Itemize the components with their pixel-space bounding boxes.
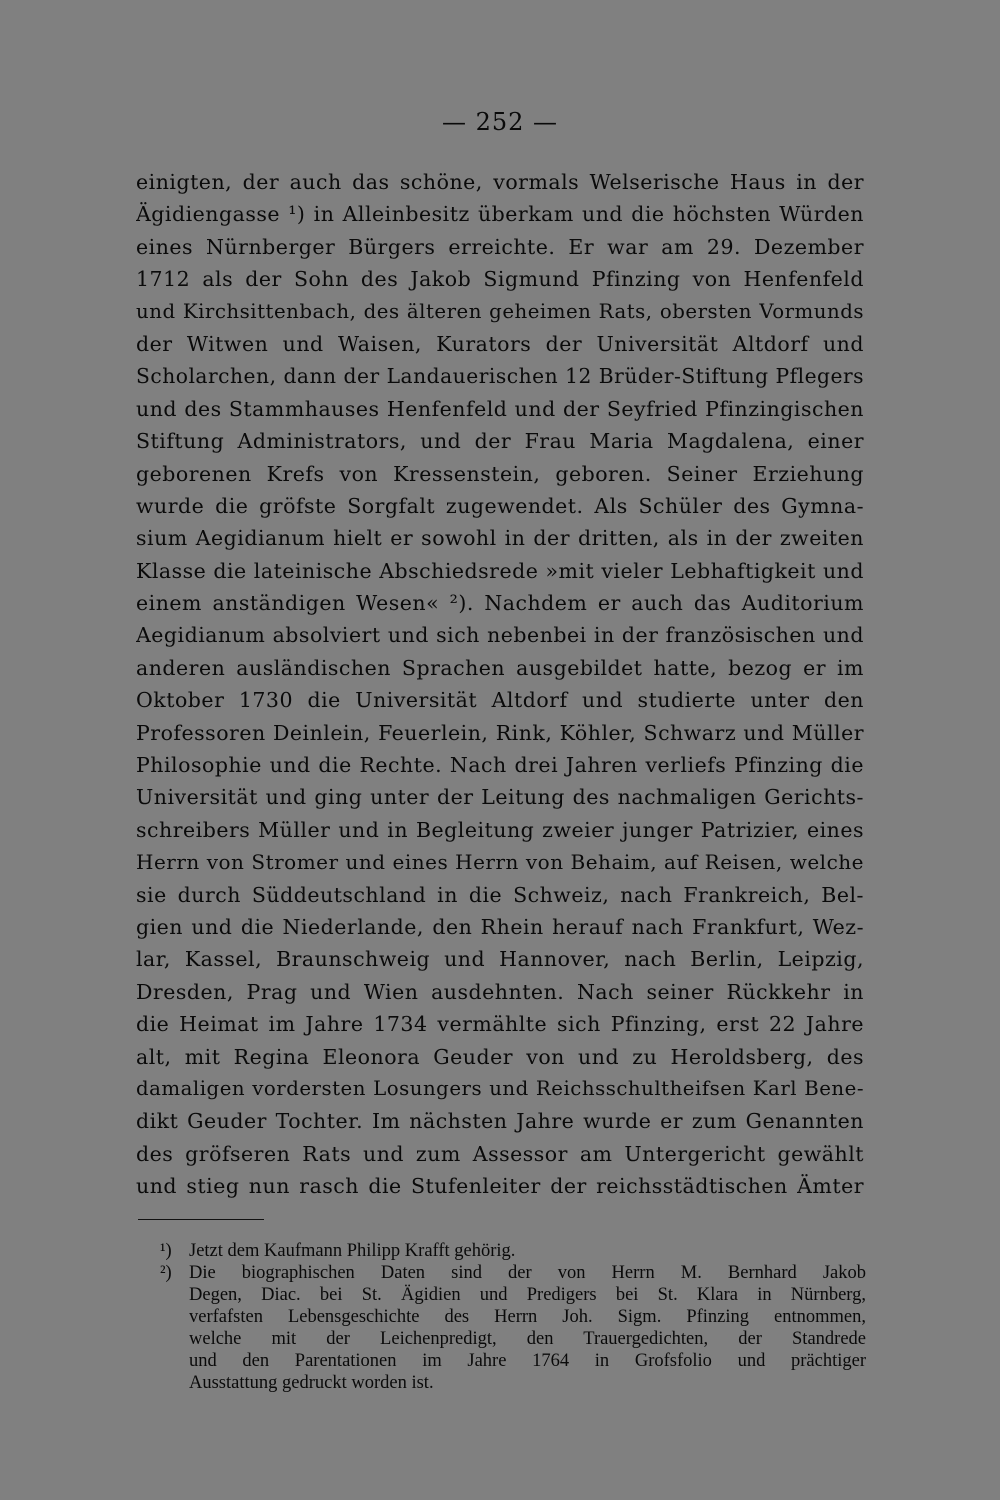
body-line: Oktober 1730 die Universität Altdorf und studierte unter den: [136, 688, 864, 713]
body-line: anderen ausländischen Sprachen ausgebildet hatte, bezog er im: [136, 655, 864, 680]
body-line: die Heimat im Jahre 1734 vermählte sich Pfinzing, erst 22 Jahre: [136, 1012, 864, 1037]
footnote-2-line: Degen, Diac. bei St. Ägidien und Predigers bei St. Klara in Nürnberg,: [189, 1285, 866, 1305]
body-line: lar, Kassel, Braunschweig und Hannover, nach Berlin, Leipzig,: [136, 947, 864, 972]
body-line: sium Aegidianum hielt er sowohl in der dritten, als in der zweiten: [136, 526, 864, 551]
body-line: Klasse die lateinische Abschiedsrede »mit vieler Lebhaftigkeit und: [136, 558, 864, 583]
body-line: und Kirchsittenbach, des älteren geheimen Rats, obersten Vormunds: [136, 299, 864, 323]
body-line: des gröfseren Rats und zum Assessor am Untergericht gewählt: [136, 1141, 864, 1166]
footnote-2-line: [160, 1262, 866, 1284]
footnote-2-line: Ausstattung gedruckt worden ist.: [189, 1373, 434, 1393]
footnote-marker: ²): [160, 1263, 172, 1283]
body-line: Dresden, Prag und Wien ausdehnten. Nach seiner Rückkehr in: [136, 979, 864, 1004]
body-line: alt, mit Regina Eleonora Geuder von und zu Heroldsberg, des: [136, 1044, 864, 1069]
body-text: [136, 166, 864, 1203]
footnote-text: Die biographischen Daten sind der von Herrn M. Bernhard Jakob: [189, 1263, 866, 1283]
body-line: eines Nürnberger Bürgers erreichte. Er war am 29. Dezember: [136, 234, 864, 259]
body-line: Scholarchen, dann der Landauerischen 12 Brüder-Stiftung Pflegers: [136, 364, 864, 389]
body-line: einigten, der auch das schöne, vormals Welserische Haus in der: [136, 170, 864, 194]
footnote-divider: [138, 1219, 264, 1220]
footnote-1: [160, 1240, 866, 1262]
body-line: Aegidianum absolviert und sich nebenbei in der französischen und: [136, 623, 864, 648]
footnote-2-line: verfafsten Lebensgeschichte des Herrn Joh. Sigm. Pfinzing entnommen,: [189, 1307, 866, 1327]
body-line: wurde die gröfste Sorgfalt zugewendet. Als Schüler des Gymna-: [136, 493, 864, 518]
body-line: damaligen vordersten Losungers und Reichsschultheifsen Karl Bene-: [136, 1076, 864, 1100]
footnote-2-line: welche mit der Leichenpredigt, den Trauergedichten, der Standrede: [189, 1329, 866, 1349]
body-line: Professoren Deinlein, Feuerlein, Rink, Köhler, Schwarz und Müller: [136, 720, 864, 745]
body-line: Philosophie und die Rechte. Nach drei Jahren verliefs Pfinzing die: [136, 753, 864, 778]
body-line: und stieg nun rasch die Stufenleiter der reichsstädtischen Ämter: [136, 1174, 864, 1199]
body-line: und des Stammhauses Henfenfeld und der Seyfried Pfinzingischen: [136, 396, 864, 421]
body-line: Stiftung Administrators, und der Frau Maria Magdalena, einer: [136, 429, 864, 454]
body-line: dikt Geuder Tochter. Im nächsten Jahre wurde er zum Genannten: [136, 1109, 864, 1134]
body-line: Universität und ging unter der Leitung des nachmaligen Gerichts-: [136, 785, 864, 810]
footnote-text: Jetzt dem Kaufmann Philipp Krafft gehörig.: [189, 1241, 516, 1261]
footnote-2-line: und den Parentationen im Jahre 1764 in Grofsfolio und prächtiger: [189, 1351, 866, 1371]
body-line: schreibers Müller und in Begleitung zweier junger Patrizier, eines: [136, 817, 864, 842]
body-line: 1712 als der Sohn des Jakob Sigmund Pfinzing von Henfenfeld: [136, 267, 864, 292]
page-number: — 252 —: [441, 108, 559, 136]
body-line: sie durch Süddeutschland in die Schweiz, nach Frankreich, Bel-: [136, 882, 864, 907]
body-line: gien und die Niederlande, den Rhein herauf nach Frankfurt, Wez-: [136, 914, 864, 939]
body-line: Ägidiengasse ¹) in Alleinbesitz überkam und die höchsten Würden: [136, 202, 864, 227]
body-line: einem anständigen Wesen« ²). Nachdem er auch das Auditorium: [136, 591, 864, 616]
footnote-marker: ¹): [160, 1241, 172, 1261]
body-line: Herrn von Stromer und eines Herrn von Behaim, auf Reisen, welche: [136, 850, 864, 875]
body-line: geborenen Krefs von Kressenstein, geboren. Seiner Erziehung: [136, 461, 864, 486]
footnotes: [160, 1240, 866, 1394]
body-line: der Witwen und Waisen, Kurators der Universität Altdorf und: [136, 331, 864, 356]
